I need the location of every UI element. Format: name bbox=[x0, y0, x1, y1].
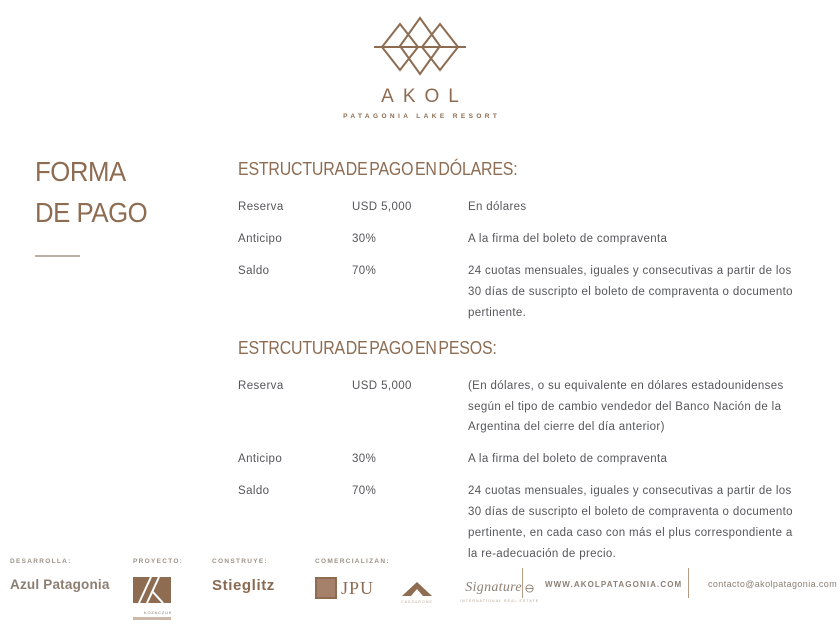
table-row bbox=[238, 197, 796, 218]
table-row bbox=[238, 449, 796, 470]
table-row bbox=[238, 229, 796, 250]
row-amount: USD 5,000 bbox=[352, 379, 412, 392]
desarrolla-label: DESARROLLA: bbox=[10, 558, 72, 565]
brand-logo bbox=[0, 16, 840, 120]
page-title-block bbox=[35, 152, 157, 257]
row-label: Reserva bbox=[238, 379, 284, 392]
k-studio-logo-icon bbox=[133, 577, 171, 603]
page-title-line2: DE PAGO bbox=[35, 196, 148, 228]
comercializan-logos bbox=[315, 577, 539, 604]
construye-label: CONSTRUYE: bbox=[212, 558, 268, 565]
payment-structure-content bbox=[238, 158, 796, 576]
section-dolares-heading: ESTRUCTURA DE PAGO EN DÓLARES: bbox=[238, 158, 518, 179]
row-label: Anticipo bbox=[238, 232, 283, 245]
section-pesos bbox=[238, 337, 796, 565]
row-description: En dólares bbox=[468, 201, 527, 213]
cassarone-logo bbox=[400, 580, 434, 604]
signature-caption: INTERNATIONAL REAL ESTATE bbox=[460, 599, 540, 603]
footer-proyecto bbox=[133, 558, 183, 620]
stieglitz-logo: Stieglitz bbox=[212, 577, 275, 594]
footer-divider bbox=[688, 568, 689, 598]
row-label: Reserva bbox=[238, 201, 284, 213]
jpu-logo bbox=[315, 577, 374, 599]
brand-name: AKOL bbox=[381, 86, 468, 107]
table-row bbox=[238, 376, 796, 439]
globe-icon bbox=[525, 584, 534, 593]
signature-text: Signature bbox=[465, 580, 522, 595]
email-link[interactable]: contacto@akolpatagonia.com bbox=[708, 579, 838, 589]
footer-desarrolla bbox=[10, 558, 110, 592]
row-label: Anticipo bbox=[238, 453, 283, 466]
signature-line bbox=[465, 580, 534, 596]
mountain-icon bbox=[400, 580, 434, 597]
row-label: Saldo bbox=[238, 264, 270, 277]
section-dolares bbox=[238, 158, 796, 324]
jpu-text: JPU bbox=[341, 577, 375, 598]
footer-construye bbox=[212, 558, 275, 594]
row-amount: 70% bbox=[352, 485, 377, 498]
row-description: A la firma del boleto de compraventa bbox=[468, 453, 668, 466]
footer-divider bbox=[522, 568, 523, 598]
row-description: (En dólares, o su equivalente en dólares estadounidenses según el tipo de cambio vendedor del Banco Nación de la Argentina del cierre del día anterior) bbox=[468, 379, 784, 434]
website-link[interactable]: WWW.AKOLPATAGONIA.COM bbox=[545, 580, 683, 589]
row-label: Saldo bbox=[238, 485, 270, 498]
footer bbox=[0, 552, 840, 622]
title-underline bbox=[35, 255, 80, 257]
section-pesos-heading: ESTRCUTURA DE PAGO EN PESOS: bbox=[238, 336, 497, 358]
footer-comercializan bbox=[315, 558, 539, 604]
row-description: A la firma del boleto de compraventa bbox=[468, 232, 668, 245]
page-title-line1: FORMA bbox=[35, 156, 126, 187]
diamonds-icon bbox=[372, 16, 468, 78]
row-description: 24 cuotas mensuales, iguales y consecutivas a partir de los 30 días de suscripto el boleto de compraventa o documento pertinente. bbox=[468, 264, 793, 319]
azul-patagonia-logo: Azul Patagonia bbox=[10, 577, 110, 592]
k-studio-bar bbox=[133, 617, 171, 620]
comercializan-label: COMERCIALIZAN: bbox=[315, 558, 390, 565]
row-amount: 30% bbox=[352, 232, 377, 245]
row-amount: 70% bbox=[352, 264, 377, 277]
table-row bbox=[238, 261, 796, 324]
row-description: 24 cuotas mensuales, iguales y consecutivas a partir de los 30 días de suscripto el boleto de compraventa o documento pertinente, en cada caso con más el plus correspondiente a la re-adecuación de precio. bbox=[468, 485, 793, 561]
row-amount: USD 5,000 bbox=[352, 201, 412, 213]
signature-logo bbox=[460, 580, 539, 603]
brand-tagline: PATAGONIA LAKE RESORT bbox=[343, 113, 501, 120]
proyecto-label: PROYECTO: bbox=[133, 558, 184, 565]
row-amount: 30% bbox=[352, 453, 377, 466]
cassarone-caption: CASSARONE bbox=[401, 600, 433, 604]
k-studio-caption: KOZACZUK bbox=[144, 610, 173, 615]
jpu-square-icon bbox=[315, 577, 337, 599]
